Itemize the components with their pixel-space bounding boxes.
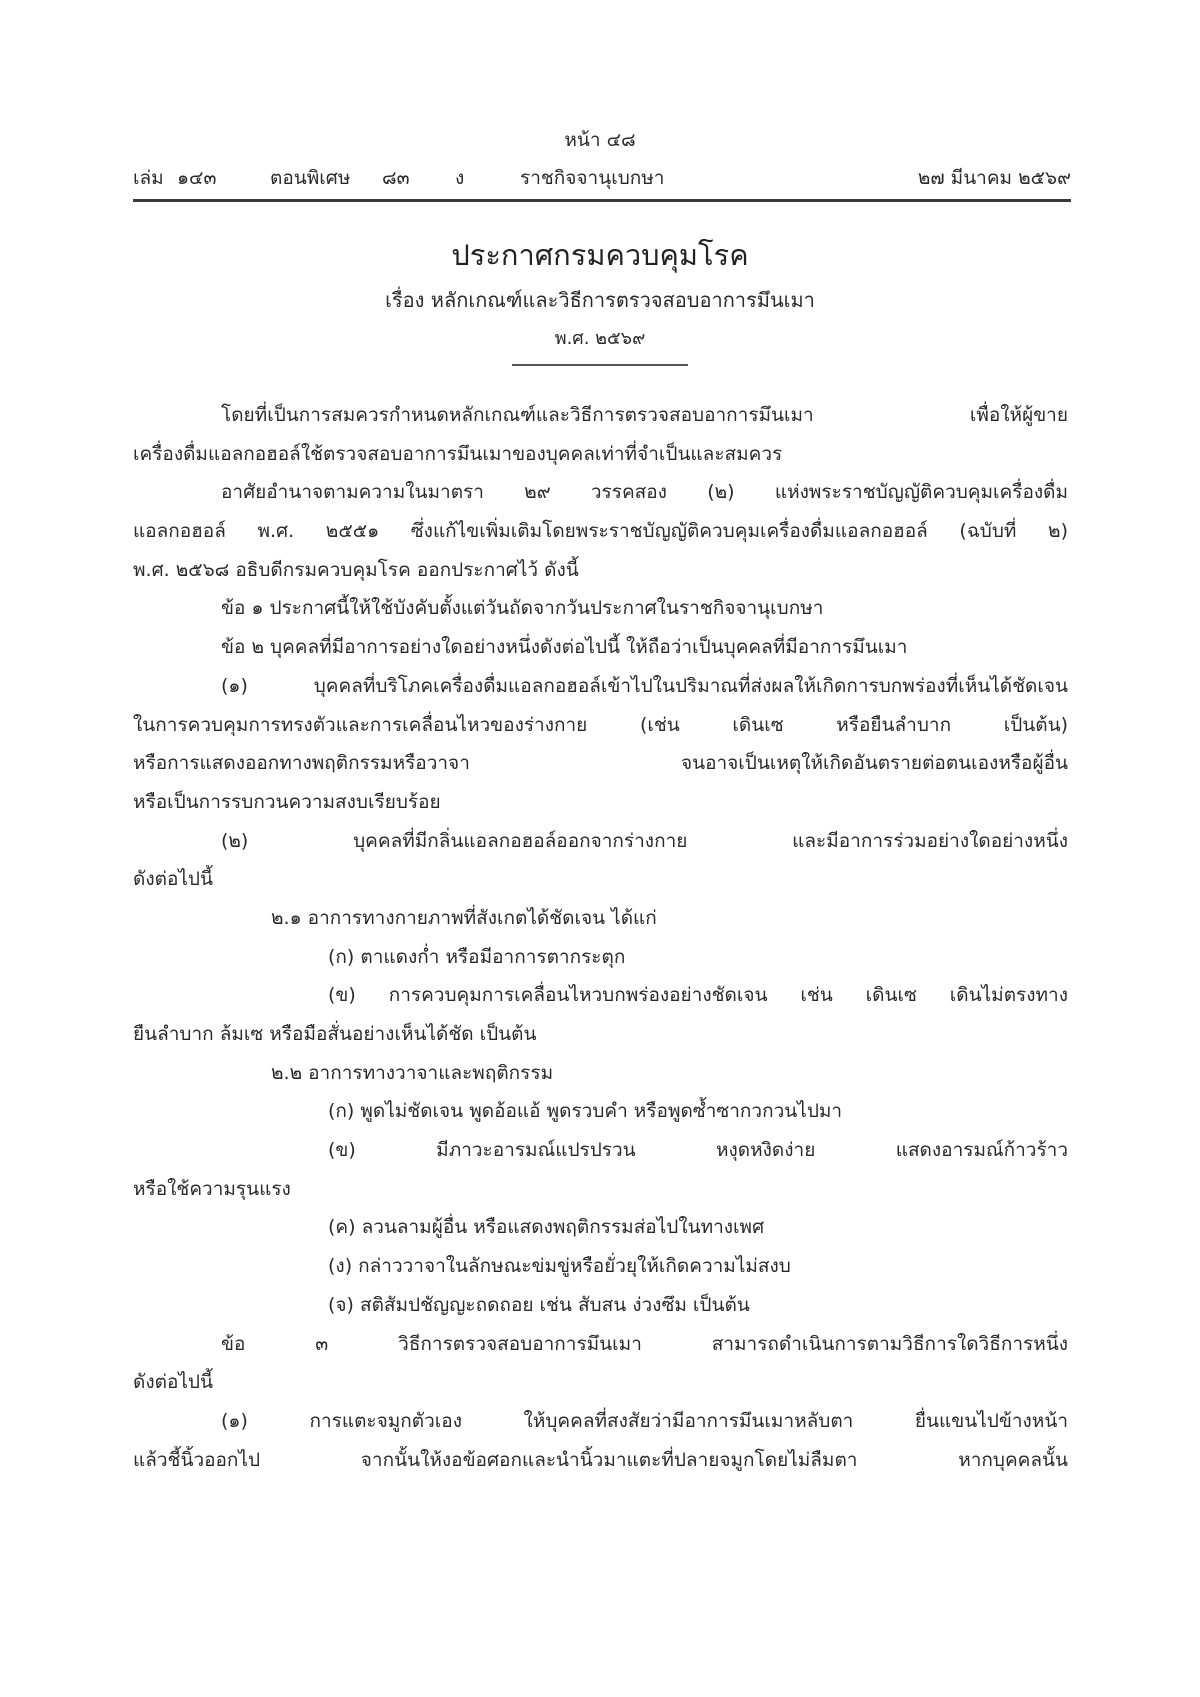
page-number: หน้า ๔๘ <box>564 129 636 151</box>
gazette-header <box>133 163 1071 191</box>
body-line: (ก) พูดไม่ชัดเจน พูดอ้อแอ้ พูดรวบคำ หรือพูดซ้ำซากวกวนไปมา <box>328 1100 843 1123</box>
body-line: หรือใช้ความรุนแรง <box>133 1177 291 1200</box>
body-line: หรือเป็นการรบกวนความสงบเรียบร้อย <box>133 790 441 813</box>
section-label: ตอนพิเศษ <box>270 167 351 189</box>
header-divider <box>133 199 1071 202</box>
body-line: ๒.๒ อาการทางวาจาและพฤติกรรม <box>271 1061 554 1084</box>
document-year: พ.ศ. ๒๕๖๙ <box>554 328 646 349</box>
body-line: ข้อ ๓ วิธีการตรวจสอบอาการมึนเมา สามารถดำเนินการตามวิธีการใดวิธีการหนึ่ง <box>221 1332 1068 1355</box>
gazette-name: ราชกิจจานุเบกษา <box>520 167 665 189</box>
body-line: ข้อ ๒ บุคคลที่มีอาการอย่างใดอย่างหนึ่งดังต่อไปนี้ ให้ถือว่าเป็นบุคคลที่มีอาการมึนเมา <box>221 636 908 659</box>
body-line: ดังต่อไปนี้ <box>133 868 213 891</box>
body-line: (ข) มีภาวะอารมณ์แปรปรวน หงุดหงิดง่าย แสดงอารมณ์ก้าวร้าว <box>328 1139 1068 1162</box>
body-line: (ข) การควบคุมการเคลื่อนไหวบกพร่องอย่างชัดเจน เช่น เดินเซ เดินไม่ตรงทาง <box>328 984 1068 1007</box>
section-number: ๘๓ <box>382 167 410 189</box>
body-line: ยืนลำบาก ล้มเซ หรือมือสั่นอย่างเห็นได้ชัด เป็นต้น <box>133 1023 537 1045</box>
document-body <box>133 396 1068 1479</box>
body-line: เครื่องดื่มแอลกอฮอล์ใช้ตรวจสอบอาการมึนเมาของบุคคลเท่าที่จำเป็นและสมควร <box>133 442 783 465</box>
document-title: ประกาศกรมควบคุมโรค <box>451 238 749 272</box>
body-line: แอลกอฮอล์ พ.ศ. ๒๕๕๑ ซึ่งแก้ไขเพิ่มเติมโดยพระราชบัญญัติควบคุมเครื่องดื่มแอลกอฮอล์ (ฉบับที่ ๒) <box>133 520 1068 543</box>
publication-date: ๒๗ มีนาคม ๒๕๖๙ <box>917 167 1071 189</box>
section-type: ง <box>455 167 465 189</box>
volume-label: เล่ม <box>133 167 164 189</box>
body-line: (จ) สติสัมปชัญญะถดถอย เช่น สับสน ง่วงซึม เป็นต้น <box>328 1293 750 1316</box>
body-line: หรือการแสดงออกทางพฤติกรรมหรือวาจา จนอาจเป็นเหตุให้เกิดอันตรายต่อตนเองหรือผู้อื่น <box>133 752 1068 775</box>
body-line: อาศัยอำนาจตามความในมาตรา ๒๙ วรรคสอง (๒) แห่งพระราชบัญญัติควบคุมเครื่องดื่ม <box>221 481 1068 504</box>
body-line: (ก) ตาแดงก่ำ หรือมีอาการตากระตุก <box>328 945 626 968</box>
volume-number: ๑๔๓ <box>177 167 217 189</box>
body-line: แล้วชี้นิ้วออกไป จากนั้นให้งอข้อศอกและนำนิ้วมาแตะที่ปลายจมูกโดยไม่ลืมตา หากบุคคลนั้น <box>133 1448 1068 1471</box>
body-line: (ค) ลวนลามผู้อื่น หรือแสดงพฤติกรรมส่อไปในทางเพศ <box>328 1216 765 1239</box>
body-line: (๑) บุคคลที่บริโภคเครื่องดื่มแอลกอฮอล์เข้าไปในปริมาณที่ส่งผลให้เกิดการบกพร่องที่เห็นได้ชัดเจน <box>221 674 1068 697</box>
body-line: พ.ศ. ๒๕๖๘ อธิบดีกรมควบคุมโรค ออกประกาศไว้ ดังนี้ <box>133 558 579 581</box>
body-line: (๒) บุคคลที่มีกลิ่นแอลกอฮอล์ออกจากร่างกาย และมีอาการร่วมอย่างใดอย่างหนึ่ง <box>221 829 1068 852</box>
body-line: ในการควบคุมการทรงตัวและการเคลื่อนไหวของร่างกาย (เช่น เดินเซ หรือยืนลำบาก เป็นต้น) <box>133 713 1068 736</box>
body-line: (ง) กล่าววาจาในลักษณะข่มขู่หรือยั่วยุให้เกิดความไม่สงบ <box>328 1255 791 1278</box>
body-line: โดยที่เป็นการสมควรกำหนดหลักเกณฑ์และวิธีการตรวจสอบอาการมึนเมา เพื่อให้ผู้ขาย <box>221 404 1068 426</box>
document-subject: เรื่อง หลักเกณฑ์และวิธีการตรวจสอบอาการมึนเมา <box>385 288 815 312</box>
body-line: ๒.๑ อาการทางกายภาพที่สังเกตได้ชัดเจน ได้แก่ <box>271 906 657 929</box>
body-line: ดังต่อไปนี้ <box>133 1371 213 1394</box>
title-divider <box>512 364 688 366</box>
body-line: (๑) การแตะจมูกตัวเอง ให้บุคคลที่สงสัยว่ามีอาการมึนเมาหลับตา ยื่นแขนไปข้างหน้า <box>221 1409 1068 1432</box>
body-line: ข้อ ๑ ประกาศนี้ให้ใช้บังคับตั้งแต่วันถัดจากวันประกาศในราชกิจจานุเบกษา <box>221 597 824 620</box>
